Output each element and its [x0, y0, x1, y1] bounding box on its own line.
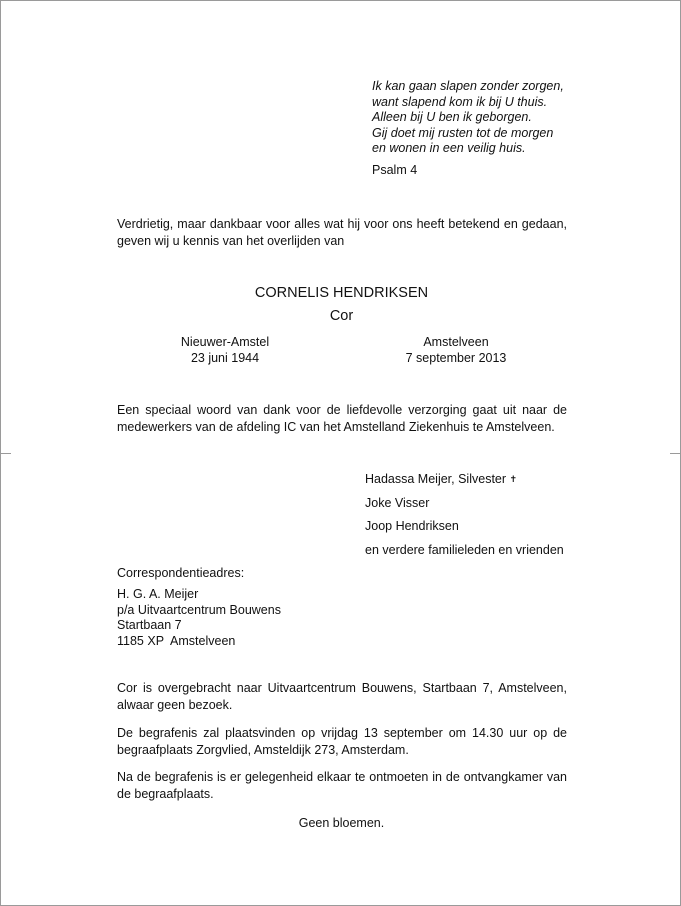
correspondence-address	[117, 587, 281, 649]
death-date: 7 september 2013	[405, 350, 507, 365]
funeral-notice: De begrafenis zal plaatsvinden op vrijdag 13 september om 14.30 uur op de begraafplaats Zorgvlied, Amsteldijk 273, Amsterdam.	[117, 726, 567, 757]
no-flowers-notice: Geen bloemen.	[298, 816, 385, 830]
cross-icon: ✝	[509, 474, 518, 484]
poem-line: Gij doet mij rusten tot de morgen	[372, 125, 554, 140]
address-street: Startbaan 7	[117, 618, 182, 632]
gathering-notice: Na de begrafenis is er gelegenheid elkaar te ontmoeten in de ontvangkamer van de begraafplaats.	[117, 770, 567, 801]
address-city: 1185 XP Amstelveen	[117, 633, 236, 648]
birth-date: 23 juni 1944	[190, 350, 260, 365]
deceased-call-name: Cor	[329, 308, 354, 324]
fold-mark-right	[670, 453, 680, 454]
poem-line: Ik kan gaan slapen zonder zorgen,	[372, 79, 564, 93]
poem-line: Alleen bij U ben ik geborgen.	[372, 110, 532, 124]
address-care-of: p/a Uitvaartcentrum Bouwens	[117, 602, 281, 617]
poem-source: Psalm 4	[372, 163, 418, 177]
birth-place: Nieuwer-Amstel	[180, 335, 270, 349]
address-name: H. G. A. Meijer	[117, 587, 199, 601]
poem-line: en wonen in een veilig huis.	[372, 141, 526, 155]
birth-info	[125, 335, 325, 366]
signatory-line-4: en verdere familieleden en vrienden	[365, 543, 564, 557]
thanks-paragraph: Een speciaal woord van dank voor de liefdevolle verzorging gaat uit naar de medewerkers van de afdeling IC van het Amstelland Ziekenhuis te Amstelveen.	[117, 403, 567, 434]
signatory-line-2: Joke Visser	[365, 496, 430, 510]
poem	[372, 79, 564, 157]
intro-paragraph: Verdrietig, maar dankbaar voor alles wat hij voor ons heeft betekend en gedaan, geven wij u kennis van het overlijden van	[117, 217, 567, 248]
signatory-line-3: Joop Hendriksen	[365, 519, 459, 533]
transfer-notice: Cor is overgebracht naar Uitvaartcentrum Bouwens, Startbaan 7, Amstelveen, alwaar geen bezoek.	[117, 681, 567, 712]
correspondence-heading: Correspondentieadres:	[117, 566, 245, 580]
fold-mark-left	[1, 453, 11, 454]
signatory-line-1	[365, 472, 517, 486]
deceased-full-name: CORNELIS HENDRIKSEN	[254, 285, 429, 301]
death-info	[356, 335, 556, 366]
death-place: Amstelveen	[423, 335, 489, 349]
poem-line: want slapend kom ik bij U thuis.	[372, 94, 548, 109]
signatory-names: Hadassa Meijer, Silvester	[365, 472, 507, 486]
